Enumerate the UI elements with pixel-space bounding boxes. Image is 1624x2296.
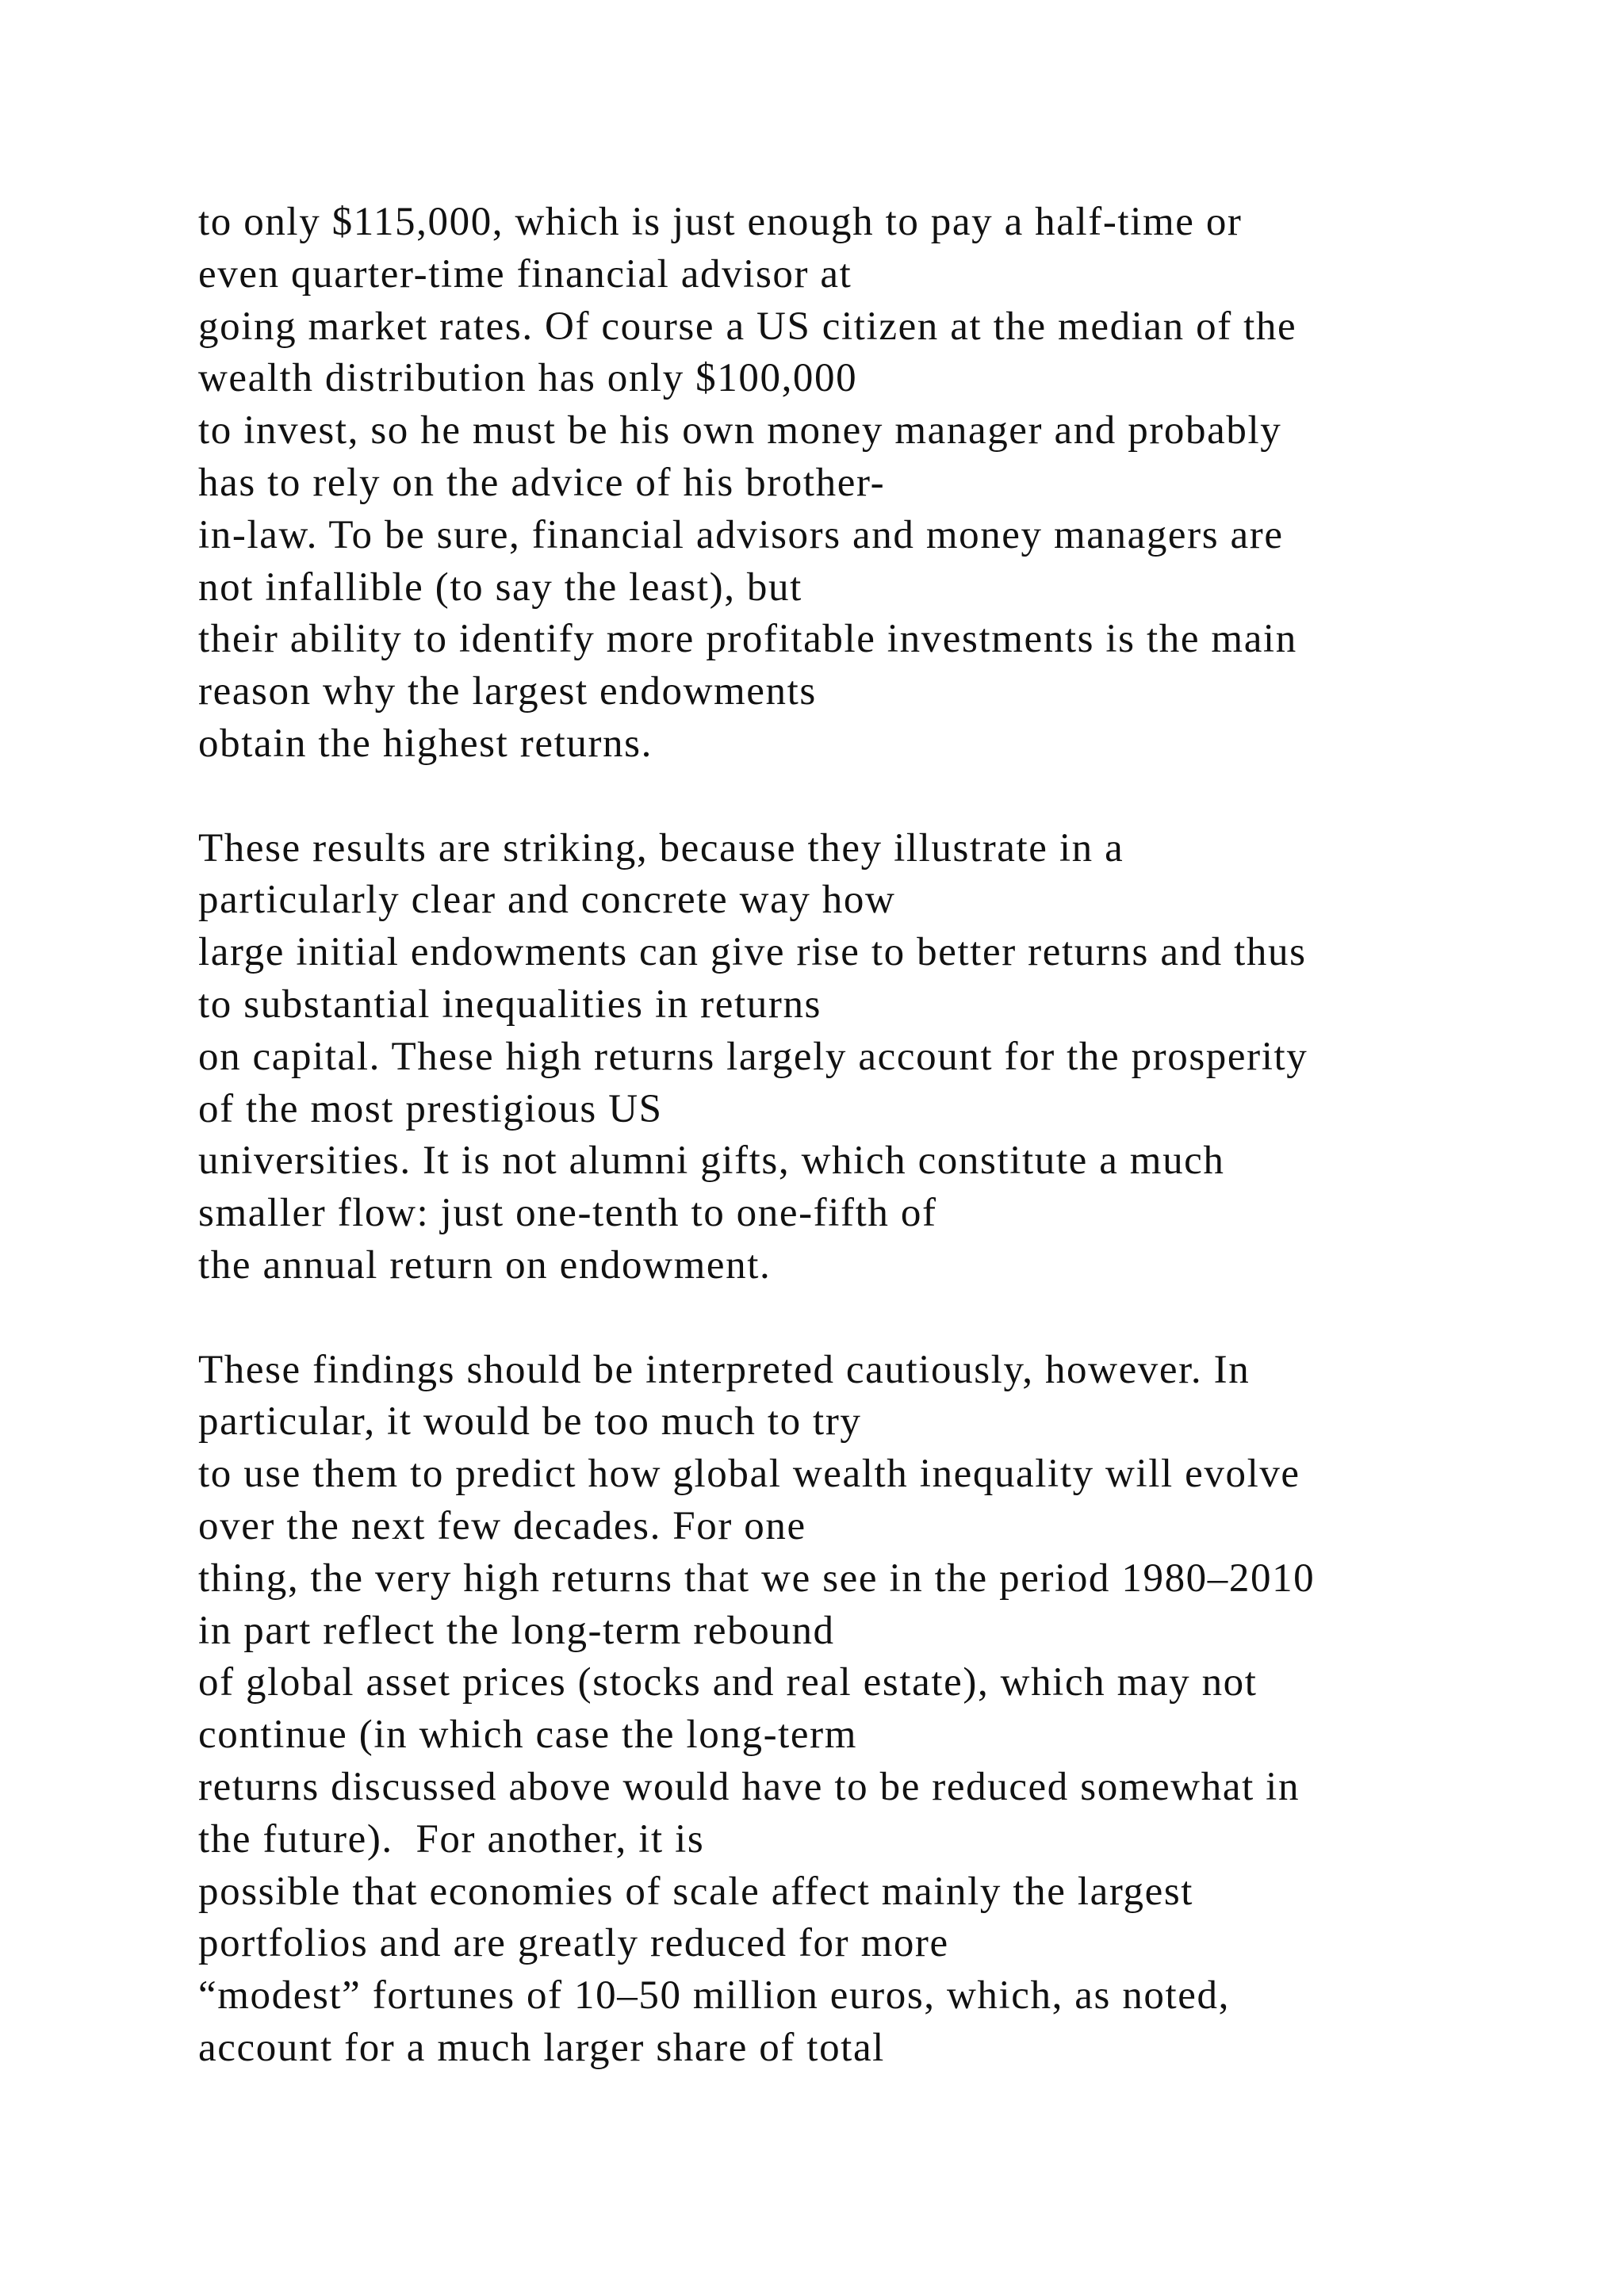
text-line: smaller flow: just one-tenth to one-fifth of: [198, 1191, 937, 1236]
text-line: the annual return on endowment.: [198, 1242, 772, 1288]
text-line: going market rates. Of course a US citizen at the median of the: [198, 304, 1297, 349]
text-line: particularly clear and concrete way how: [198, 878, 896, 923]
paragraph-3: [198, 1345, 1610, 2075]
text-line: “modest” fortunes of 10–50 million euros, which, as noted,: [198, 1973, 1230, 2019]
paragraph-gap: [198, 771, 1610, 823]
text-line: continue (in which case the long-term: [198, 1712, 858, 1758]
text-line: universities. It is not alumni gifts, which constitute a much: [198, 1138, 1225, 1184]
text-line: reason why the largest endowments: [198, 669, 817, 714]
paragraph-2: [198, 823, 1610, 1292]
text-line: obtain the highest returns.: [198, 721, 653, 766]
text-line: to only $115,000, which is just enough to pay a half-time or: [198, 200, 1243, 244]
text-line: possible that economies of scale affect mainly the largest: [198, 1869, 1194, 1914]
text-line: returns discussed above would have to be reduced somewhat in: [198, 1764, 1300, 1809]
text-line: their ability to identify more profitable investments is the main: [198, 617, 1297, 662]
text-line: has to rely on the advice of his brother-: [198, 460, 886, 505]
paragraph-gap: [198, 1292, 1610, 1345]
text-line: thing, the very high returns that we see in the period 1980–2010: [198, 1556, 1316, 1601]
text-line: not infallible (to say the least), but: [198, 564, 802, 610]
text-line: to substantial inequalities in returns: [198, 982, 822, 1027]
text-line: in part reflect the long-term rebound: [198, 1608, 835, 1653]
text-line: wealth distribution has only $100,000: [198, 356, 858, 401]
text-line: to use them to predict how global wealth inequality will evolve: [198, 1452, 1300, 1497]
text-line: account for a much larger share of total: [198, 2025, 885, 2070]
text-line: in-law. To be sure, financial advisors and money managers are: [198, 512, 1284, 557]
text-line: These results are striking, because they illustrate in a: [198, 825, 1124, 871]
text-line: over the next few decades. For one: [198, 1503, 806, 1548]
text-line: of the most prestigious US: [198, 1086, 663, 1131]
text-line: to invest, so he must be his own money manager and probably: [198, 408, 1282, 453]
paragraph-1: [198, 197, 1610, 771]
text-line: the future). For another, it is: [198, 1816, 705, 1862]
text-line: These findings should be interpreted cautiously, however. In: [198, 1347, 1251, 1392]
document-body: [198, 197, 1610, 2075]
text-line: portfolios and are greatly reduced for more: [198, 1921, 949, 1966]
text-line: even quarter-time financial advisor at: [198, 251, 852, 297]
text-line: on capital. These high returns largely account for the prosperity: [198, 1034, 1308, 1079]
text-line: of global asset prices (stocks and real estate), which may not: [198, 1660, 1258, 1705]
text-line: particular, it would be too much to try: [198, 1399, 862, 1445]
text-line: large initial endowments can give rise to better returns and thus: [198, 930, 1307, 975]
